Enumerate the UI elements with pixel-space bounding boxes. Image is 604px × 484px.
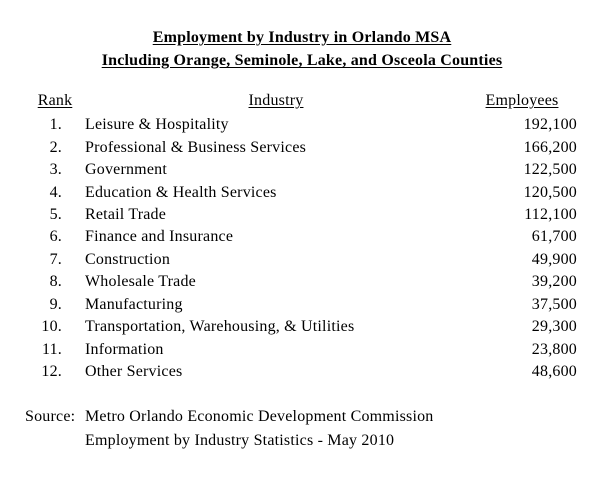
employees-cell: 39,200 [531,273,577,291]
industry-cell: Information [85,340,164,358]
employees-cell: 49,900 [531,250,577,268]
industry-cell: Manufacturing [85,295,183,313]
rank-cell: 8. [49,273,62,291]
title-line-2 [0,49,604,72]
industry-cell: Finance and Insurance [85,228,234,246]
industry-cell: Transportation, Warehousing, & Utilities [85,318,355,336]
column-header-employees: Employees [485,92,559,109]
industry-cell: Professional & Business Services [85,138,307,156]
title-line-2-text: Including Orange, Seminole, Lake, and Osceola Counties [101,52,503,69]
source-label: Source: [25,408,76,425]
rank-cell: 2. [49,138,62,156]
rank-cell: 5. [49,205,62,223]
rank-cell: 6. [49,228,62,246]
source-note [25,405,585,452]
employees-cell: 37,500 [531,295,577,313]
source-line-2: Employment by Industry Statistics - May 2010 [85,431,395,449]
title-line-1-text: Employment by Industry in Orlando MSA [152,29,452,46]
employees-cell: 192,100 [523,116,577,134]
rank-cell: 1. [49,116,62,134]
document-title [0,26,604,72]
rank-cell: 10. [41,318,62,336]
employees-cell: 120,500 [523,183,577,201]
source-line-1: Metro Orlando Economic Development Commission [85,408,434,425]
employees-cell: 166,200 [523,138,577,156]
rank-cell: 9. [49,295,62,313]
table-row [25,181,577,203]
industry-cell: Other Services [85,363,183,381]
rank-cell: 11. [41,340,62,358]
industry-cell: Wholesale Trade [85,273,196,291]
employees-cell: 112,100 [524,205,577,223]
table-row [25,114,577,136]
column-header-rank: Rank [37,92,73,109]
employees-cell: 29,300 [531,318,577,336]
table-row [25,204,577,226]
title-line-1 [0,26,604,49]
column-header-industry: Industry [248,92,304,109]
table-header-row [25,92,577,110]
table-row [25,316,577,338]
table-row [25,271,577,293]
employment-table [25,114,577,383]
table-row [25,249,577,271]
rank-cell: 4. [49,183,62,201]
table-row [25,136,577,158]
industry-cell: Education & Health Services [85,183,277,201]
employees-cell: 23,800 [531,340,577,358]
industry-cell: Government [85,161,167,179]
rank-cell: 7. [49,250,62,268]
rank-cell: 12. [41,363,62,381]
table-row [25,338,577,360]
table-row [25,294,577,316]
employees-cell: 48,600 [531,363,577,381]
source-text [85,405,585,452]
rank-cell: 3. [49,161,62,179]
table-row [25,361,577,383]
table-row [25,226,577,248]
industry-cell: Leisure & Hospitality [85,116,229,134]
industry-cell: Construction [85,250,171,268]
employees-cell: 61,700 [531,228,577,246]
industry-cell: Retail Trade [85,205,167,223]
employees-cell: 122,500 [523,161,577,179]
table-row [25,159,577,181]
